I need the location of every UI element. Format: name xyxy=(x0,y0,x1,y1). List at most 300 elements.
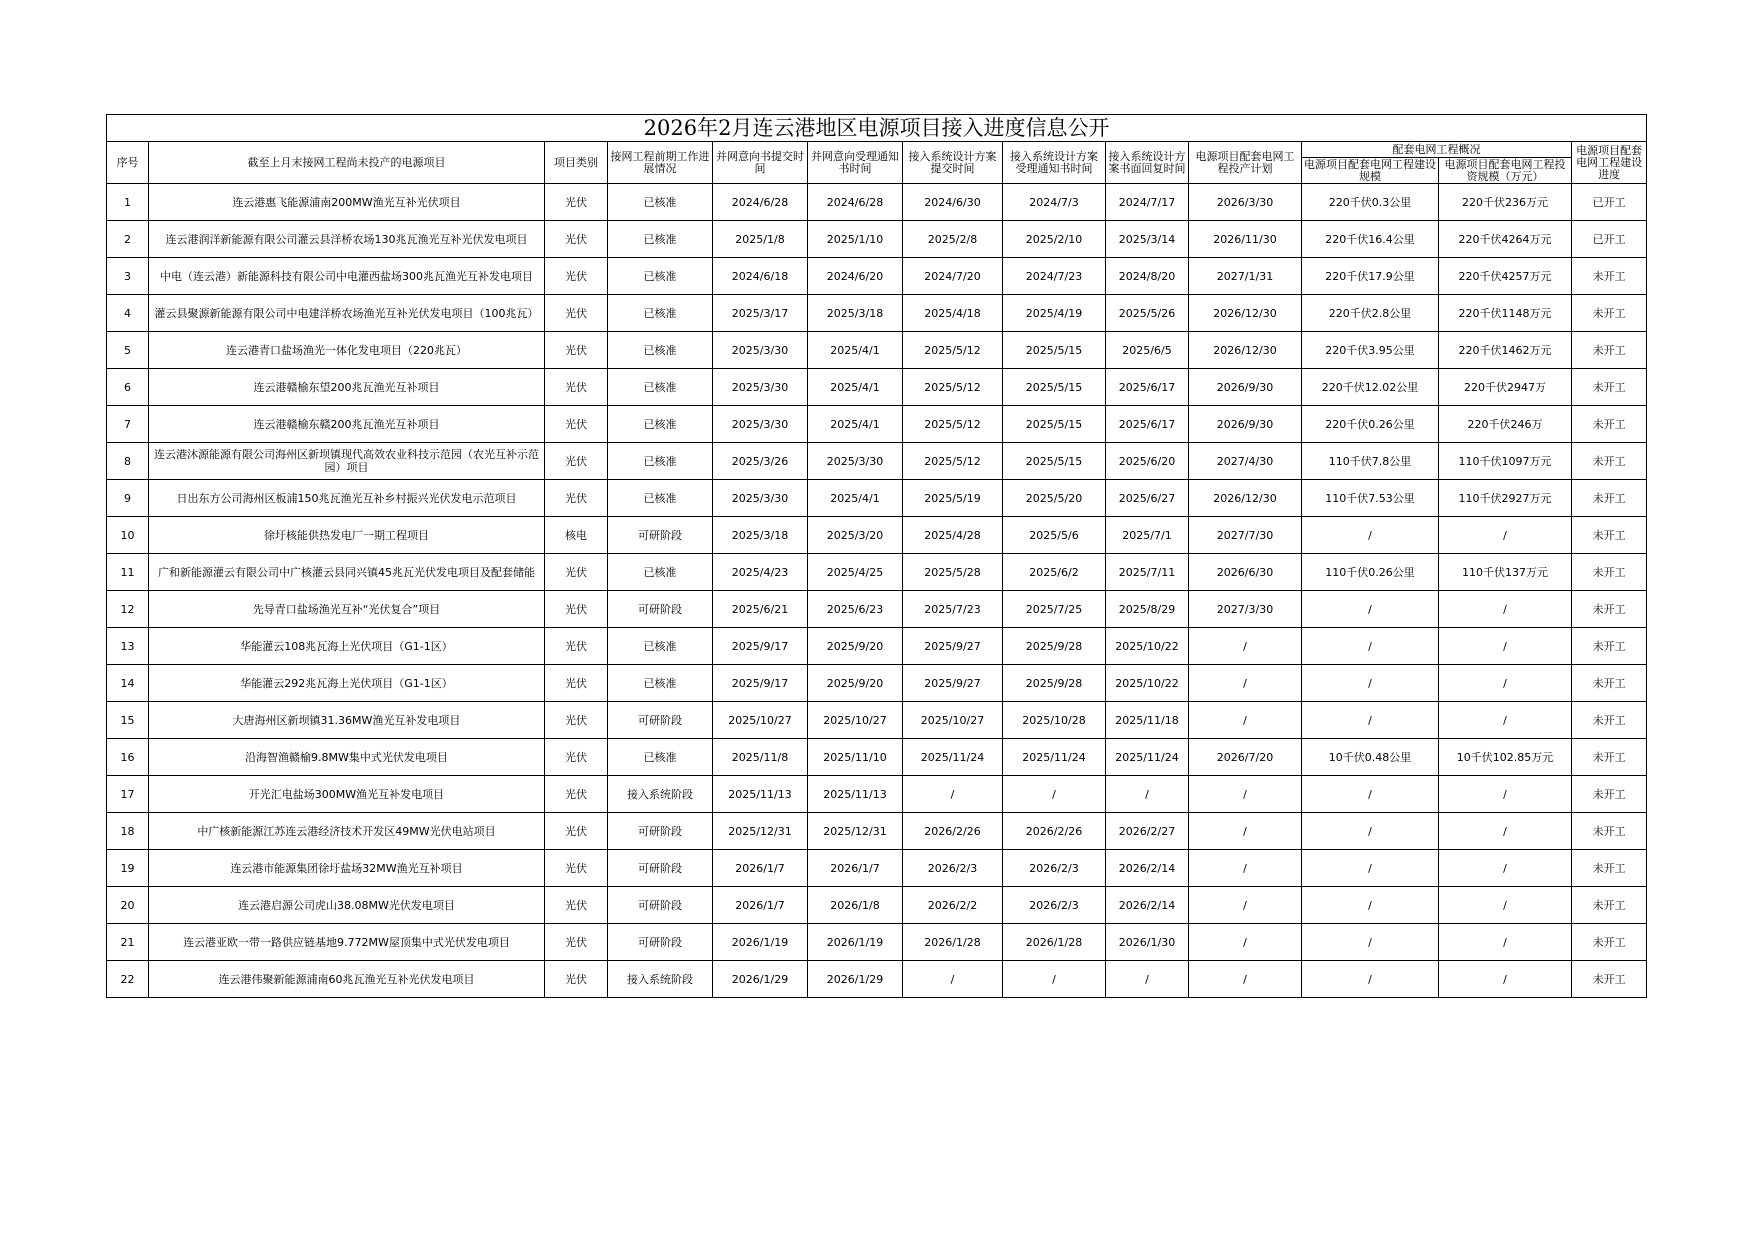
cell-grid-scale: 10千伏0.48公里 xyxy=(1302,739,1439,776)
cell-design-accept: 2025/7/25 xyxy=(1003,591,1106,628)
cell-intent-accept: 2025/4/1 xyxy=(808,332,903,369)
cell-design-reply: 2026/2/27 xyxy=(1106,813,1189,850)
cell-design-reply: 2025/11/24 xyxy=(1106,739,1189,776)
cell-design-submit: / xyxy=(903,776,1003,813)
cell-design-submit: 2025/9/27 xyxy=(903,665,1003,702)
cell-type: 光伏 xyxy=(545,332,608,369)
table-row xyxy=(107,517,1647,554)
cell-prework: 已核准 xyxy=(608,184,713,221)
cell-seq: 14 xyxy=(107,665,149,702)
cell-design-accept: 2025/4/19 xyxy=(1003,295,1106,332)
cell-intent-accept: 2025/4/1 xyxy=(808,406,903,443)
cell-grid-scale: 220千伏3.95公里 xyxy=(1302,332,1439,369)
cell-design-submit: 2025/5/12 xyxy=(903,406,1003,443)
cell-intent-accept: 2026/1/29 xyxy=(808,961,903,998)
cell-plan: / xyxy=(1189,702,1302,739)
cell-grid-scale: 110千伏0.26公里 xyxy=(1302,554,1439,591)
cell-plan: / xyxy=(1189,628,1302,665)
cell-intent-submit: 2025/9/17 xyxy=(713,665,808,702)
cell-grid-invest: / xyxy=(1439,702,1572,739)
cell-intent-submit: 2025/3/18 xyxy=(713,517,808,554)
cell-plan: / xyxy=(1189,850,1302,887)
cell-type: 光伏 xyxy=(545,406,608,443)
cell-type: 光伏 xyxy=(545,739,608,776)
cell-design-submit: 2024/7/20 xyxy=(903,258,1003,295)
cell-design-accept: 2026/1/28 xyxy=(1003,924,1106,961)
cell-seq: 20 xyxy=(107,887,149,924)
cell-intent-submit: 2026/1/7 xyxy=(713,850,808,887)
cell-grid-scale: / xyxy=(1302,924,1439,961)
header-seq: 序号 xyxy=(107,142,149,184)
cell-type: 光伏 xyxy=(545,665,608,702)
cell-seq: 16 xyxy=(107,739,149,776)
cell-design-reply: 2025/10/22 xyxy=(1106,628,1189,665)
cell-project: 先导青口盐场渔光互补“光伏复合”项目 xyxy=(149,591,545,628)
cell-progress: 未开工 xyxy=(1572,480,1647,517)
header-plan: 电源项目配套电网工程投产计划 xyxy=(1189,142,1302,184)
cell-progress: 未开工 xyxy=(1572,776,1647,813)
cell-project: 开光汇电盐场300MW渔光互补发电项目 xyxy=(149,776,545,813)
cell-seq: 3 xyxy=(107,258,149,295)
cell-seq: 17 xyxy=(107,776,149,813)
cell-grid-invest: 220千伏246万 xyxy=(1439,406,1572,443)
cell-project: 连云港沐源能源有限公司海州区新坝镇现代高效农业科技示范园（农光互补示范园）项目 xyxy=(149,443,545,480)
cell-design-reply: 2025/5/26 xyxy=(1106,295,1189,332)
cell-design-reply: 2025/10/22 xyxy=(1106,665,1189,702)
cell-plan: 2026/9/30 xyxy=(1189,406,1302,443)
cell-intent-submit: 2025/11/8 xyxy=(713,739,808,776)
table-row xyxy=(107,961,1647,998)
cell-plan: 2027/7/30 xyxy=(1189,517,1302,554)
cell-prework: 已核准 xyxy=(608,480,713,517)
cell-project: 徐圩核能供热发电厂一期工程项目 xyxy=(149,517,545,554)
cell-design-reply: 2025/3/14 xyxy=(1106,221,1189,258)
header-type: 项目类别 xyxy=(545,142,608,184)
cell-type: 光伏 xyxy=(545,887,608,924)
cell-design-accept: 2025/6/2 xyxy=(1003,554,1106,591)
cell-type: 光伏 xyxy=(545,776,608,813)
cell-design-reply: 2025/6/5 xyxy=(1106,332,1189,369)
cell-intent-accept: 2024/6/20 xyxy=(808,258,903,295)
cell-grid-invest: 220千伏1148万元 xyxy=(1439,295,1572,332)
cell-type: 光伏 xyxy=(545,443,608,480)
cell-grid-scale: 110千伏7.53公里 xyxy=(1302,480,1439,517)
table-row xyxy=(107,369,1647,406)
cell-design-submit: 2026/2/3 xyxy=(903,850,1003,887)
cell-intent-accept: 2025/6/23 xyxy=(808,591,903,628)
table-row xyxy=(107,665,1647,702)
cell-intent-accept: 2026/1/19 xyxy=(808,924,903,961)
cell-intent-accept: 2025/9/20 xyxy=(808,665,903,702)
cell-intent-submit: 2025/10/27 xyxy=(713,702,808,739)
cell-progress: 未开工 xyxy=(1572,554,1647,591)
cell-type: 光伏 xyxy=(545,924,608,961)
table-row xyxy=(107,776,1647,813)
cell-project: 华能灌云108兆瓦海上光伏项目（G1-1区） xyxy=(149,628,545,665)
cell-grid-invest: 110千伏2927万元 xyxy=(1439,480,1572,517)
cell-grid-scale: / xyxy=(1302,813,1439,850)
cell-progress: 未开工 xyxy=(1572,369,1647,406)
cell-grid-scale: 220千伏17.9公里 xyxy=(1302,258,1439,295)
cell-project: 连云港伟聚新能源浦南60兆瓦渔光互补光伏发电项目 xyxy=(149,961,545,998)
cell-intent-accept: 2025/11/13 xyxy=(808,776,903,813)
cell-project: 连云港亚欧一带一路供应链基地9.772MW屋顶集中式光伏发电项目 xyxy=(149,924,545,961)
cell-intent-accept: 2025/4/1 xyxy=(808,369,903,406)
cell-design-reply: 2026/1/30 xyxy=(1106,924,1189,961)
header-progress: 电源项目配套电网工程建设进度 xyxy=(1572,142,1647,184)
page-title: 2026年2月连云港地区电源项目接入进度信息公开 xyxy=(107,115,1647,142)
cell-design-submit: 2025/7/23 xyxy=(903,591,1003,628)
cell-seq: 7 xyxy=(107,406,149,443)
cell-design-accept: 2025/2/10 xyxy=(1003,221,1106,258)
cell-intent-accept: 2025/12/31 xyxy=(808,813,903,850)
cell-seq: 4 xyxy=(107,295,149,332)
cell-plan: / xyxy=(1189,887,1302,924)
cell-intent-submit: 2025/3/17 xyxy=(713,295,808,332)
cell-seq: 2 xyxy=(107,221,149,258)
cell-intent-submit: 2025/3/30 xyxy=(713,332,808,369)
cell-type: 光伏 xyxy=(545,480,608,517)
cell-prework: 已核准 xyxy=(608,628,713,665)
cell-grid-invest: / xyxy=(1439,628,1572,665)
cell-intent-accept: 2025/10/27 xyxy=(808,702,903,739)
cell-intent-accept: 2025/3/30 xyxy=(808,443,903,480)
cell-intent-accept: 2025/3/18 xyxy=(808,295,903,332)
cell-grid-invest: / xyxy=(1439,924,1572,961)
cell-intent-submit: 2025/6/21 xyxy=(713,591,808,628)
cell-grid-invest: / xyxy=(1439,813,1572,850)
cell-type: 光伏 xyxy=(545,591,608,628)
cell-type: 光伏 xyxy=(545,961,608,998)
table-row xyxy=(107,332,1647,369)
cell-grid-invest: / xyxy=(1439,776,1572,813)
cell-design-accept: 2025/9/28 xyxy=(1003,665,1106,702)
cell-plan: 2026/6/30 xyxy=(1189,554,1302,591)
cell-type: 光伏 xyxy=(545,702,608,739)
cell-progress: 未开工 xyxy=(1572,332,1647,369)
cell-intent-submit: 2025/3/30 xyxy=(713,406,808,443)
cell-type: 光伏 xyxy=(545,258,608,295)
cell-design-reply: 2025/7/1 xyxy=(1106,517,1189,554)
cell-plan: 2026/3/30 xyxy=(1189,184,1302,221)
cell-intent-accept: 2025/1/10 xyxy=(808,221,903,258)
cell-project: 广和新能源灌云有限公司中广核灌云县同兴镇45兆瓦光伏发电项目及配套储能 xyxy=(149,554,545,591)
header-intent-submit: 并网意向书提交时间 xyxy=(713,142,808,184)
cell-seq: 19 xyxy=(107,850,149,887)
cell-design-reply: 2025/6/27 xyxy=(1106,480,1189,517)
cell-grid-invest: 220千伏4257万元 xyxy=(1439,258,1572,295)
cell-grid-scale: / xyxy=(1302,887,1439,924)
cell-prework: 接入系统阶段 xyxy=(608,776,713,813)
cell-design-submit: 2026/1/28 xyxy=(903,924,1003,961)
cell-grid-scale: / xyxy=(1302,776,1439,813)
cell-type: 光伏 xyxy=(545,628,608,665)
cell-intent-submit: 2024/6/18 xyxy=(713,258,808,295)
table-body xyxy=(107,184,1647,998)
table-row xyxy=(107,739,1647,776)
cell-intent-submit: 2025/3/30 xyxy=(713,480,808,517)
cell-prework: 可研阶段 xyxy=(608,850,713,887)
cell-seq: 11 xyxy=(107,554,149,591)
cell-intent-accept: 2025/3/20 xyxy=(808,517,903,554)
cell-prework: 可研阶段 xyxy=(608,924,713,961)
header-project: 截至上月末接网工程尚未投产的电源项目 xyxy=(149,142,545,184)
cell-type: 光伏 xyxy=(545,813,608,850)
cell-prework: 可研阶段 xyxy=(608,517,713,554)
cell-intent-accept: 2026/1/8 xyxy=(808,887,903,924)
cell-design-accept: / xyxy=(1003,961,1106,998)
cell-design-reply: 2025/11/18 xyxy=(1106,702,1189,739)
header-grid-scale: 电源项目配套电网工程建设规模 xyxy=(1302,158,1439,184)
cell-progress: 未开工 xyxy=(1572,406,1647,443)
cell-design-accept: 2025/5/6 xyxy=(1003,517,1106,554)
cell-design-accept: 2024/7/23 xyxy=(1003,258,1106,295)
cell-prework: 已核准 xyxy=(608,221,713,258)
cell-seq: 12 xyxy=(107,591,149,628)
cell-prework: 已核准 xyxy=(608,739,713,776)
cell-progress: 未开工 xyxy=(1572,517,1647,554)
table-row xyxy=(107,406,1647,443)
cell-intent-submit: 2025/11/13 xyxy=(713,776,808,813)
cell-intent-accept: 2025/4/25 xyxy=(808,554,903,591)
cell-design-accept: 2025/10/28 xyxy=(1003,702,1106,739)
cell-plan: / xyxy=(1189,961,1302,998)
cell-project: 中广核新能源江苏连云港经济技术开发区49MW光伏电站项目 xyxy=(149,813,545,850)
cell-progress: 未开工 xyxy=(1572,961,1647,998)
header-design-reply: 接入系统设计方案书面回复时间 xyxy=(1106,142,1189,184)
cell-type: 光伏 xyxy=(545,554,608,591)
cell-type: 光伏 xyxy=(545,850,608,887)
cell-design-accept: 2025/11/24 xyxy=(1003,739,1106,776)
cell-grid-invest: / xyxy=(1439,887,1572,924)
cell-design-reply: 2026/2/14 xyxy=(1106,887,1189,924)
header-intent-accept: 并网意向受理通知书时间 xyxy=(808,142,903,184)
cell-grid-scale: 220千伏12.02公里 xyxy=(1302,369,1439,406)
cell-prework: 已核准 xyxy=(608,295,713,332)
cell-progress: 未开工 xyxy=(1572,258,1647,295)
cell-design-accept: 2025/5/20 xyxy=(1003,480,1106,517)
cell-design-accept: 2025/5/15 xyxy=(1003,406,1106,443)
table-row xyxy=(107,554,1647,591)
cell-design-reply: 2025/6/17 xyxy=(1106,406,1189,443)
cell-prework: 已核准 xyxy=(608,258,713,295)
cell-intent-submit: 2025/4/23 xyxy=(713,554,808,591)
cell-grid-scale: / xyxy=(1302,628,1439,665)
cell-progress: 未开工 xyxy=(1572,813,1647,850)
cell-grid-scale: / xyxy=(1302,702,1439,739)
cell-design-reply: / xyxy=(1106,776,1189,813)
cell-plan: / xyxy=(1189,924,1302,961)
cell-prework: 可研阶段 xyxy=(608,813,713,850)
cell-seq: 15 xyxy=(107,702,149,739)
cell-design-submit: 2025/2/8 xyxy=(903,221,1003,258)
cell-progress: 已开工 xyxy=(1572,184,1647,221)
cell-intent-submit: 2026/1/7 xyxy=(713,887,808,924)
cell-design-accept: 2026/2/3 xyxy=(1003,850,1106,887)
table-row xyxy=(107,702,1647,739)
table-row xyxy=(107,591,1647,628)
header-design-accept: 接入系统设计方案受理通知书时间 xyxy=(1003,142,1106,184)
cell-grid-scale: 110千伏7.8公里 xyxy=(1302,443,1439,480)
cell-progress: 未开工 xyxy=(1572,295,1647,332)
header-prework: 接网工程前期工作进展情况 xyxy=(608,142,713,184)
cell-grid-scale: / xyxy=(1302,591,1439,628)
cell-grid-scale: / xyxy=(1302,961,1439,998)
cell-project: 灌云县聚源新能源有限公司中电建洋桥农场渔光互补光伏发电项目（100兆瓦） xyxy=(149,295,545,332)
table-row xyxy=(107,480,1647,517)
cell-grid-scale: / xyxy=(1302,850,1439,887)
cell-type: 光伏 xyxy=(545,221,608,258)
cell-intent-submit: 2025/12/31 xyxy=(713,813,808,850)
cell-design-accept: 2025/9/28 xyxy=(1003,628,1106,665)
cell-grid-scale: 220千伏2.8公里 xyxy=(1302,295,1439,332)
cell-project: 日出东方公司海州区板浦150兆瓦渔光互补乡村振兴光伏发电示范项目 xyxy=(149,480,545,517)
table-row xyxy=(107,850,1647,887)
cell-progress: 未开工 xyxy=(1572,628,1647,665)
cell-type: 光伏 xyxy=(545,369,608,406)
cell-grid-scale: 220千伏0.26公里 xyxy=(1302,406,1439,443)
cell-intent-submit: 2025/3/26 xyxy=(713,443,808,480)
cell-project: 中电（连云港）新能源科技有限公司中电灌西盐场300兆瓦渔光互补发电项目 xyxy=(149,258,545,295)
cell-plan: 2027/4/30 xyxy=(1189,443,1302,480)
table-row xyxy=(107,443,1647,480)
cell-design-reply: 2026/2/14 xyxy=(1106,850,1189,887)
table-row xyxy=(107,221,1647,258)
cell-project: 连云港惠飞能源浦南200MW渔光互补光伏项目 xyxy=(149,184,545,221)
cell-project: 大唐海州区新坝镇31.36MW渔光互补发电项目 xyxy=(149,702,545,739)
cell-prework: 已核准 xyxy=(608,554,713,591)
table-row xyxy=(107,628,1647,665)
cell-grid-invest: 110千伏137万元 xyxy=(1439,554,1572,591)
cell-project: 连云港赣榆东赣200兆瓦渔光互补项目 xyxy=(149,406,545,443)
header-grid-group: 配套电网工程概况 xyxy=(1302,142,1572,158)
cell-intent-accept: 2025/11/10 xyxy=(808,739,903,776)
cell-design-reply: 2024/7/17 xyxy=(1106,184,1189,221)
cell-seq: 13 xyxy=(107,628,149,665)
cell-intent-submit: 2025/9/17 xyxy=(713,628,808,665)
cell-intent-submit: 2026/1/19 xyxy=(713,924,808,961)
cell-design-submit: / xyxy=(903,961,1003,998)
cell-plan: 2026/9/30 xyxy=(1189,369,1302,406)
cell-progress: 未开工 xyxy=(1572,665,1647,702)
cell-prework: 可研阶段 xyxy=(608,591,713,628)
cell-grid-scale: / xyxy=(1302,665,1439,702)
cell-grid-invest: 220千伏236万元 xyxy=(1439,184,1572,221)
cell-design-submit: 2026/2/26 xyxy=(903,813,1003,850)
cell-prework: 已核准 xyxy=(608,443,713,480)
cell-intent-submit: 2025/3/30 xyxy=(713,369,808,406)
header-grid-invest: 电源项目配套电网工程投资规模（万元） xyxy=(1439,158,1572,184)
cell-intent-accept: 2025/9/20 xyxy=(808,628,903,665)
cell-plan: / xyxy=(1189,813,1302,850)
cell-design-accept: 2026/2/3 xyxy=(1003,887,1106,924)
cell-project: 连云港市能源集团徐圩盐场32MW渔光互补项目 xyxy=(149,850,545,887)
table-row xyxy=(107,924,1647,961)
cell-progress: 未开工 xyxy=(1572,591,1647,628)
cell-design-submit: 2025/5/28 xyxy=(903,554,1003,591)
cell-prework: 已核准 xyxy=(608,369,713,406)
cell-prework: 可研阶段 xyxy=(608,887,713,924)
header-design-submit: 接入系统设计方案提交时间 xyxy=(903,142,1003,184)
cell-prework: 可研阶段 xyxy=(608,702,713,739)
cell-plan: 2026/12/30 xyxy=(1189,295,1302,332)
cell-design-submit: 2025/9/27 xyxy=(903,628,1003,665)
cell-grid-invest: 110千伏1097万元 xyxy=(1439,443,1572,480)
table-row xyxy=(107,184,1647,221)
cell-project: 沿海智渔赣榆9.8MW集中式光伏发电项目 xyxy=(149,739,545,776)
cell-design-accept: 2025/5/15 xyxy=(1003,332,1106,369)
cell-grid-invest: 220千伏2947万 xyxy=(1439,369,1572,406)
cell-progress: 未开工 xyxy=(1572,887,1647,924)
cell-seq: 10 xyxy=(107,517,149,554)
cell-grid-invest: 220千伏1462万元 xyxy=(1439,332,1572,369)
cell-design-reply: 2025/6/20 xyxy=(1106,443,1189,480)
cell-plan: 2027/3/30 xyxy=(1189,591,1302,628)
cell-grid-invest: / xyxy=(1439,850,1572,887)
cell-seq: 22 xyxy=(107,961,149,998)
cell-grid-invest: / xyxy=(1439,517,1572,554)
cell-design-accept: 2025/5/15 xyxy=(1003,369,1106,406)
cell-grid-invest: / xyxy=(1439,961,1572,998)
cell-prework: 已核准 xyxy=(608,406,713,443)
cell-seq: 6 xyxy=(107,369,149,406)
cell-progress: 已开工 xyxy=(1572,221,1647,258)
cell-project: 连云港润洋新能源有限公司灌云县洋桥农场130兆瓦渔光互补光伏发电项目 xyxy=(149,221,545,258)
cell-grid-scale: 220千伏16.4公里 xyxy=(1302,221,1439,258)
cell-design-accept: 2026/2/26 xyxy=(1003,813,1106,850)
cell-intent-accept: 2025/4/1 xyxy=(808,480,903,517)
cell-plan: 2027/1/31 xyxy=(1189,258,1302,295)
cell-type: 光伏 xyxy=(545,295,608,332)
cell-design-accept: 2025/5/15 xyxy=(1003,443,1106,480)
cell-design-submit: 2025/4/18 xyxy=(903,295,1003,332)
cell-intent-accept: 2026/1/7 xyxy=(808,850,903,887)
cell-grid-invest: / xyxy=(1439,591,1572,628)
cell-intent-submit: 2026/1/29 xyxy=(713,961,808,998)
cell-design-reply: 2024/8/20 xyxy=(1106,258,1189,295)
cell-progress: 未开工 xyxy=(1572,739,1647,776)
cell-prework: 已核准 xyxy=(608,665,713,702)
cell-design-reply: 2025/6/17 xyxy=(1106,369,1189,406)
cell-grid-scale: 220千伏0.3公里 xyxy=(1302,184,1439,221)
cell-design-submit: 2025/10/27 xyxy=(903,702,1003,739)
table-row xyxy=(107,295,1647,332)
cell-prework: 接入系统阶段 xyxy=(608,961,713,998)
cell-design-submit: 2025/11/24 xyxy=(903,739,1003,776)
cell-intent-accept: 2024/6/28 xyxy=(808,184,903,221)
cell-design-reply: 2025/7/11 xyxy=(1106,554,1189,591)
cell-plan: 2026/12/30 xyxy=(1189,332,1302,369)
progress-table xyxy=(106,114,1647,998)
table-row xyxy=(107,813,1647,850)
cell-design-submit: 2025/5/12 xyxy=(903,443,1003,480)
cell-grid-invest: 10千伏102.85万元 xyxy=(1439,739,1572,776)
cell-seq: 18 xyxy=(107,813,149,850)
cell-plan: / xyxy=(1189,665,1302,702)
cell-plan: 2026/12/30 xyxy=(1189,480,1302,517)
cell-plan: / xyxy=(1189,776,1302,813)
cell-design-submit: 2025/5/12 xyxy=(903,369,1003,406)
cell-design-submit: 2025/5/12 xyxy=(903,332,1003,369)
cell-plan: 2026/7/20 xyxy=(1189,739,1302,776)
cell-type: 核电 xyxy=(545,517,608,554)
cell-intent-submit: 2024/6/28 xyxy=(713,184,808,221)
cell-design-accept: 2024/7/3 xyxy=(1003,184,1106,221)
cell-seq: 9 xyxy=(107,480,149,517)
cell-project: 连云港赣榆东望200兆瓦渔光互补项目 xyxy=(149,369,545,406)
table-row xyxy=(107,887,1647,924)
cell-progress: 未开工 xyxy=(1572,443,1647,480)
